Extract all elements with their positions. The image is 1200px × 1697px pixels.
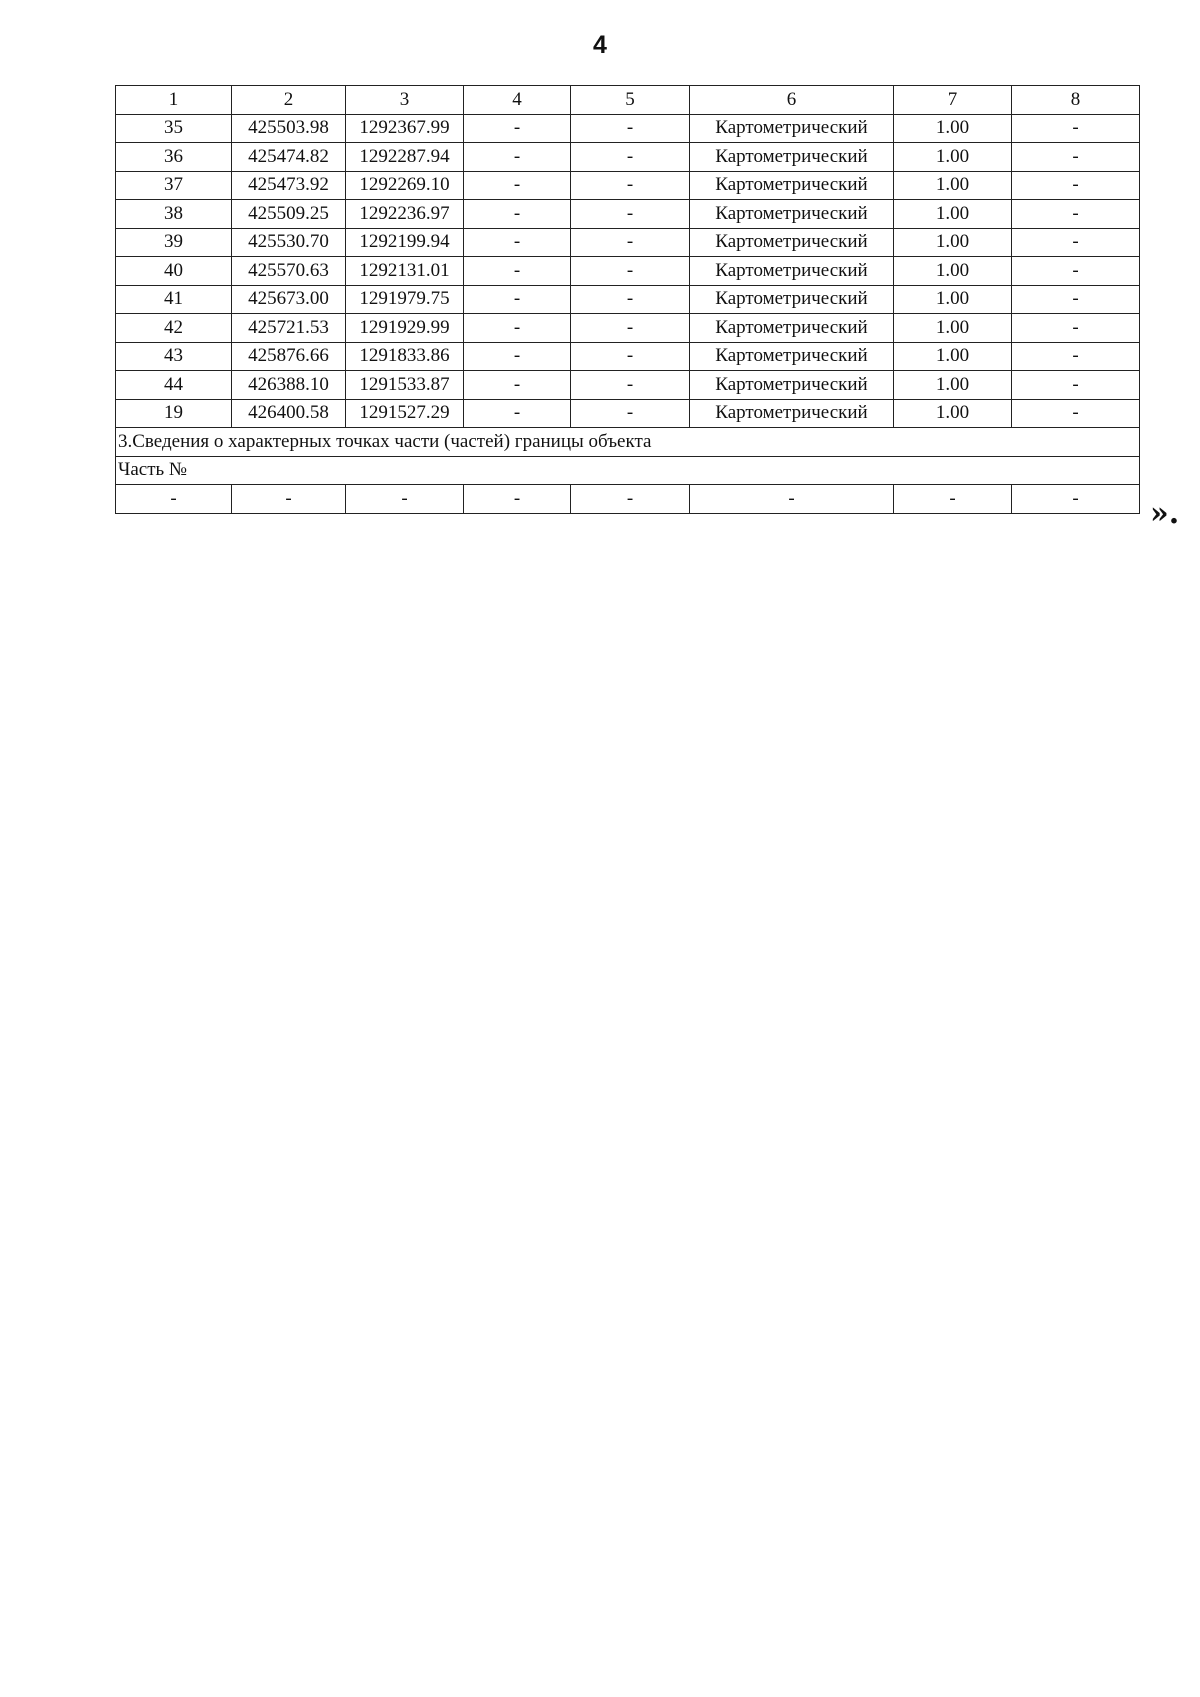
table-cell: - bbox=[571, 342, 690, 371]
table-cell: - bbox=[1012, 114, 1140, 143]
table-cell: - bbox=[116, 485, 232, 514]
table-cell: - bbox=[464, 285, 571, 314]
table-cell: 1292199.94 bbox=[346, 228, 464, 257]
table-cell: 1291833.86 bbox=[346, 342, 464, 371]
table-cell: - bbox=[1012, 371, 1140, 400]
coordinates-table bbox=[115, 85, 1140, 514]
table-cell: 1.00 bbox=[894, 228, 1012, 257]
table-row bbox=[116, 143, 1140, 172]
table-cell: 38 bbox=[116, 200, 232, 229]
table-cell: Картометрический bbox=[690, 399, 894, 428]
table-cell: - bbox=[571, 200, 690, 229]
table-row bbox=[116, 399, 1140, 428]
section-title: 3.Сведения о характерных точках части (частей) границы объекта bbox=[116, 428, 1140, 457]
table-cell: - bbox=[232, 485, 346, 514]
table-cell: 425721.53 bbox=[232, 314, 346, 343]
table-cell: - bbox=[464, 485, 571, 514]
table-cell: 40 bbox=[116, 257, 232, 286]
table-cell: 425876.66 bbox=[232, 342, 346, 371]
table-cell: - bbox=[346, 485, 464, 514]
table-cell: - bbox=[571, 314, 690, 343]
table-cell: - bbox=[464, 399, 571, 428]
table-cell: - bbox=[464, 257, 571, 286]
table-cell: Картометрический bbox=[690, 171, 894, 200]
table-cell: 1.00 bbox=[894, 171, 1012, 200]
table-cell: - bbox=[1012, 143, 1140, 172]
table-cell: 1291979.75 bbox=[346, 285, 464, 314]
table-row bbox=[116, 371, 1140, 400]
table-cell: - bbox=[464, 200, 571, 229]
table-row bbox=[116, 314, 1140, 343]
table-cell: - bbox=[571, 114, 690, 143]
table-cell: Картометрический bbox=[690, 257, 894, 286]
table-cell: 19 bbox=[116, 399, 232, 428]
table-row bbox=[116, 342, 1140, 371]
table-cell: - bbox=[690, 485, 894, 514]
table-cell: 425570.63 bbox=[232, 257, 346, 286]
table-cell: Картометрический bbox=[690, 228, 894, 257]
table-cell: 42 bbox=[116, 314, 232, 343]
table-cell: 425530.70 bbox=[232, 228, 346, 257]
table-cell: 41 bbox=[116, 285, 232, 314]
header-cell: 3 bbox=[346, 86, 464, 115]
table-cell: 36 bbox=[116, 143, 232, 172]
table-cell: 35 bbox=[116, 114, 232, 143]
table-cell: 1.00 bbox=[894, 285, 1012, 314]
table-cell: - bbox=[1012, 257, 1140, 286]
table-cell: 425673.00 bbox=[232, 285, 346, 314]
header-cell: 8 bbox=[1012, 86, 1140, 115]
table-cell: - bbox=[1012, 200, 1140, 229]
table-cell: - bbox=[1012, 228, 1140, 257]
table-cell: 1.00 bbox=[894, 342, 1012, 371]
table-cell: 1.00 bbox=[894, 200, 1012, 229]
table-cell: - bbox=[1012, 314, 1140, 343]
table-cell: 1.00 bbox=[894, 114, 1012, 143]
table-row bbox=[116, 257, 1140, 286]
header-cell: 5 bbox=[571, 86, 690, 115]
table-cell: Картометрический bbox=[690, 371, 894, 400]
table-cell: 425503.98 bbox=[232, 114, 346, 143]
table-cell: - bbox=[571, 228, 690, 257]
table-row bbox=[116, 114, 1140, 143]
table-cell: - bbox=[571, 285, 690, 314]
table-row bbox=[116, 200, 1140, 229]
table-cell: 1291533.87 bbox=[346, 371, 464, 400]
table-cell: - bbox=[464, 371, 571, 400]
table-cell: - bbox=[571, 399, 690, 428]
table-cell: 1.00 bbox=[894, 371, 1012, 400]
table-cell: - bbox=[894, 485, 1012, 514]
table-cell: - bbox=[1012, 485, 1140, 514]
table-cell: 426400.58 bbox=[232, 399, 346, 428]
table-cell: 1.00 bbox=[894, 314, 1012, 343]
table-cell: - bbox=[464, 171, 571, 200]
table-cell: - bbox=[464, 228, 571, 257]
table-cell: Картометрический bbox=[690, 314, 894, 343]
header-cell: 4 bbox=[464, 86, 571, 115]
table-cell: 1.00 bbox=[894, 399, 1012, 428]
header-row bbox=[116, 86, 1140, 115]
table-cell: 1291929.99 bbox=[346, 314, 464, 343]
closing-quote-mark: ». bbox=[1150, 496, 1180, 531]
table-cell: - bbox=[571, 371, 690, 400]
table-cell: - bbox=[464, 114, 571, 143]
table-cell: 1292269.10 bbox=[346, 171, 464, 200]
header-cell: 7 bbox=[894, 86, 1012, 115]
table-cell: 1.00 bbox=[894, 257, 1012, 286]
table-cell: Картометрический bbox=[690, 114, 894, 143]
table-cell: 425474.82 bbox=[232, 143, 346, 172]
header-cell: 1 bbox=[116, 86, 232, 115]
table-cell: - bbox=[1012, 399, 1140, 428]
table-cell: 1292367.99 bbox=[346, 114, 464, 143]
table-cell: - bbox=[571, 143, 690, 172]
table-cell: 1292236.97 bbox=[346, 200, 464, 229]
table-cell: 425509.25 bbox=[232, 200, 346, 229]
table-cell: 1291527.29 bbox=[346, 399, 464, 428]
table-row bbox=[116, 285, 1140, 314]
table-cell: 43 bbox=[116, 342, 232, 371]
header-cell: 2 bbox=[232, 86, 346, 115]
table-cell: - bbox=[571, 257, 690, 286]
table-cell: 1292131.01 bbox=[346, 257, 464, 286]
table-cell: - bbox=[464, 143, 571, 172]
table-cell: - bbox=[1012, 342, 1140, 371]
page-number: 4 bbox=[593, 31, 607, 59]
empty-row bbox=[116, 485, 1140, 514]
table-cell: Картометрический bbox=[690, 200, 894, 229]
table-cell: 426388.10 bbox=[232, 371, 346, 400]
table-cell: - bbox=[464, 314, 571, 343]
part-label-row bbox=[116, 456, 1140, 485]
table-cell: 37 bbox=[116, 171, 232, 200]
table-cell: 44 bbox=[116, 371, 232, 400]
table-cell: 425473.92 bbox=[232, 171, 346, 200]
table-cell: 1.00 bbox=[894, 143, 1012, 172]
table-cell: Картометрический bbox=[690, 143, 894, 172]
table-cell: 39 bbox=[116, 228, 232, 257]
table-cell: - bbox=[464, 342, 571, 371]
table-cell: - bbox=[1012, 171, 1140, 200]
header-cell: 6 bbox=[690, 86, 894, 115]
table-cell: - bbox=[571, 171, 690, 200]
table-cell: - bbox=[571, 485, 690, 514]
table-cell: Картометрический bbox=[690, 285, 894, 314]
table-row bbox=[116, 171, 1140, 200]
part-label: Часть № bbox=[116, 456, 1140, 485]
section-title-row bbox=[116, 428, 1140, 457]
table-cell: Картометрический bbox=[690, 342, 894, 371]
table-row bbox=[116, 228, 1140, 257]
table-cell: - bbox=[1012, 285, 1140, 314]
table-cell: 1292287.94 bbox=[346, 143, 464, 172]
